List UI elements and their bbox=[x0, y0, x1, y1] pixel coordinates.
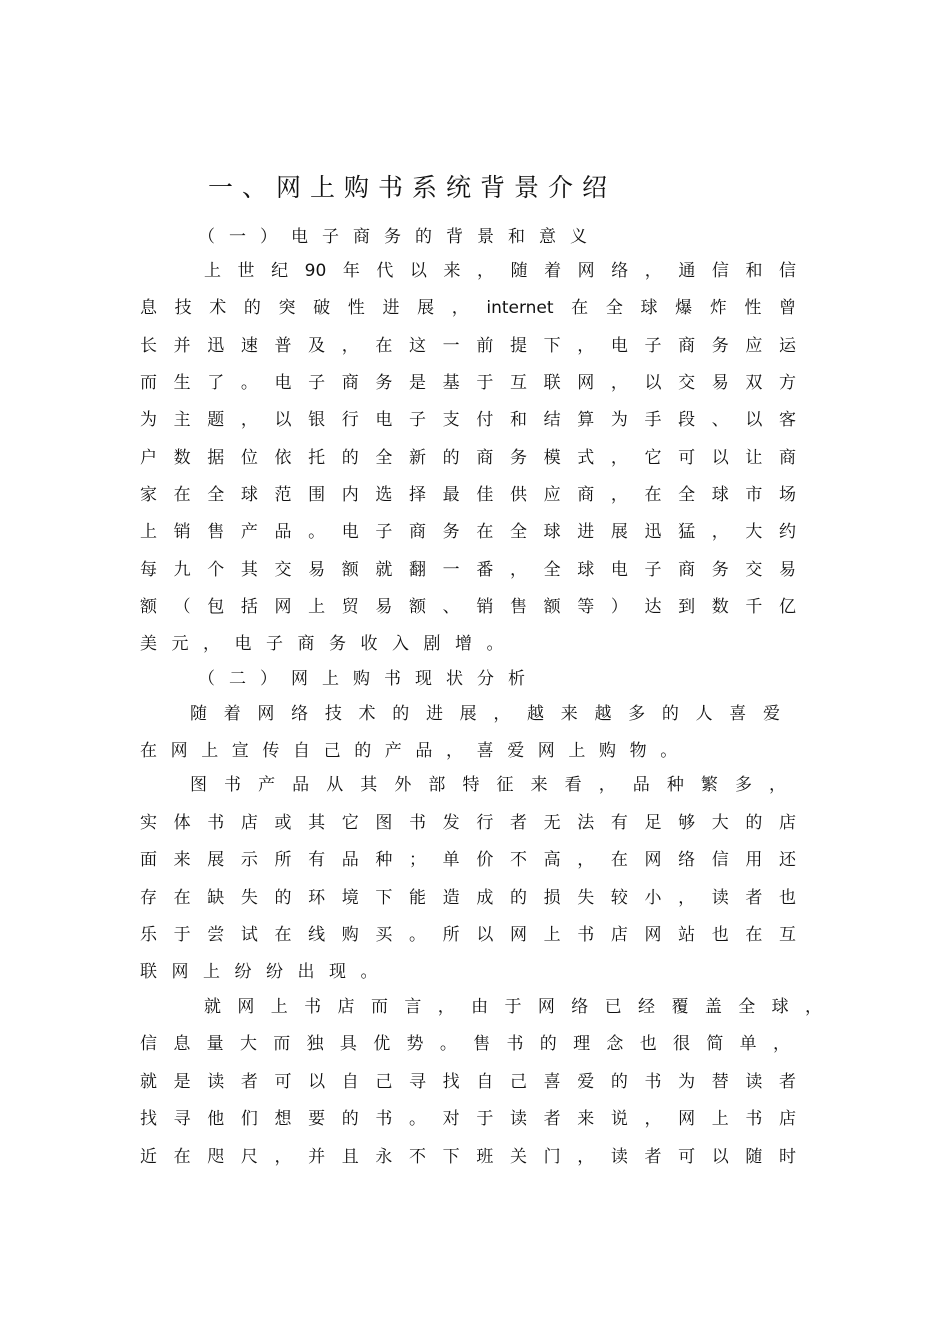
paragraph-line: 就是读者可以自己寻找自己喜爱的书为替读者 bbox=[140, 1072, 796, 1092]
section-heading-2: （二）网上购书现状分析 bbox=[198, 669, 539, 689]
paragraph-line: 联网上纷纷出现。 bbox=[140, 962, 392, 982]
paragraph-line: 随着网络技术的进展，越来越多的人喜爱 bbox=[190, 704, 780, 724]
paragraph-line: 息技术的突破性进展，internet在全球爆炸性曾 bbox=[140, 298, 796, 318]
paragraph-line: 家在全球范围内选择最佳供应商，在全球市场 bbox=[140, 485, 796, 505]
paragraph-line: 户数据位依托的全新的商务模式，它可以让商 bbox=[140, 448, 796, 468]
paragraph-line: 在网上宣传自己的产品，喜爱网上购物。 bbox=[140, 741, 691, 761]
paragraph-line: 面来展示所有品种；单价不高，在网络信用还 bbox=[140, 850, 796, 870]
paragraph-line: 额（包括网上贸易额、销售额等）达到数千亿 bbox=[140, 597, 796, 617]
paragraph-line: 乐于尝试在线购买。所以网上书店网站也在互 bbox=[140, 925, 796, 945]
paragraph-line: 就网上书店而言，由于网络已经覆盖全球， bbox=[204, 997, 822, 1017]
paragraph-line: 实体书店或其它图书发行者无法有足够大的店 bbox=[140, 813, 796, 833]
paragraph-line: 长并迅速普及，在这一前提下，电子商务应运 bbox=[140, 336, 796, 356]
paragraph-line: 近在咫尺，并且永不下班关门，读者可以随时 bbox=[140, 1147, 796, 1167]
paragraph-line: 为主题，以银行电子支付和结算为手段、以客 bbox=[140, 410, 796, 430]
paragraph-line: 图书产品从其外部特征来看，品种繁多， bbox=[190, 775, 786, 795]
paragraph-line: 每九个其交易额就翻一番，全球电子商务交易 bbox=[140, 560, 796, 580]
paragraph-line: 存在缺失的环境下能造成的损失较小，读者也 bbox=[140, 888, 796, 908]
paragraph-line: 信息量大而独具优势。售书的理念也很简单， bbox=[140, 1034, 790, 1054]
paragraph-line: 美元，电子商务收入剧增。 bbox=[140, 634, 518, 654]
page-title: 一、网上购书系统背景介绍 bbox=[208, 173, 617, 202]
section-heading-1: （一）电子商务的背景和意义 bbox=[198, 227, 601, 247]
paragraph-line: 找寻他们想要的书。对于读者来说，网上书店 bbox=[140, 1109, 796, 1129]
paragraph-line: 而生了。电子商务是基于互联网，以交易双方 bbox=[140, 373, 796, 393]
paragraph-line: 上销售产品。电子商务在全球进展迅猛，大约 bbox=[140, 522, 796, 542]
paragraph-line: 上世纪90年代以来，随着网络，通信和信 bbox=[204, 261, 796, 281]
